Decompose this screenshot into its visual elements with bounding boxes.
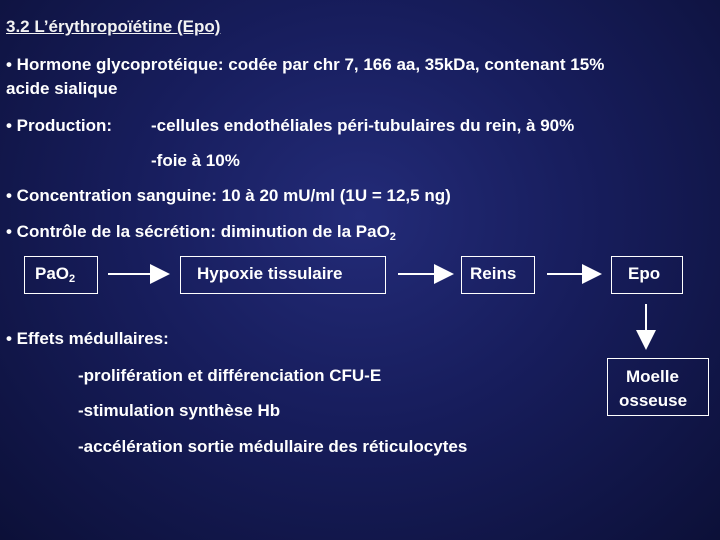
effet-stimulation: -stimulation synthèse Hb — [78, 401, 281, 420]
bullet-concentration: • Concentration sanguine: 10 à 20 mU/ml (1U = 12,5 ng) — [6, 186, 451, 205]
bullet-production-label: • Production: — [6, 116, 113, 135]
box-moelle-line1: Moelle — [626, 367, 679, 386]
effet-acceleration: -accélération sortie médullaire des réticulocytes — [78, 437, 468, 456]
box-moelle-line2: osseuse — [619, 391, 688, 410]
controle-text: • Contrôle de la sécrétion: diminution de la PaO — [6, 222, 390, 241]
box-pao2-subscript: 2 — [69, 273, 76, 285]
production-item-foie: -foie à 10% — [151, 151, 240, 170]
slide-title: 3.2 L’érythropoïétine (Epo) — [6, 17, 221, 36]
box-epo-label: Epo — [628, 264, 661, 283]
bullet-effets: • Effets médullaires: — [6, 329, 169, 348]
box-hypoxie-label: Hypoxie tissulaire — [197, 264, 343, 283]
bullet-hormone-line1: • Hormone glycoprotéique: codée par chr 7, 166 aa, 35kDa, contenant 15% — [6, 55, 605, 74]
production-item-rein: -cellules endothéliales péri-tubulaires du rein, à 90% — [151, 116, 575, 135]
effet-proliferation: -prolifération et différenciation CFU-E — [78, 366, 382, 385]
bullet-hormone-line2: acide sialique — [6, 79, 118, 98]
controle-subscript: 2 — [389, 231, 396, 243]
box-pao2-label: PaO$_2$ — [35, 264, 76, 285]
box-reins-label: Reins — [470, 264, 517, 283]
